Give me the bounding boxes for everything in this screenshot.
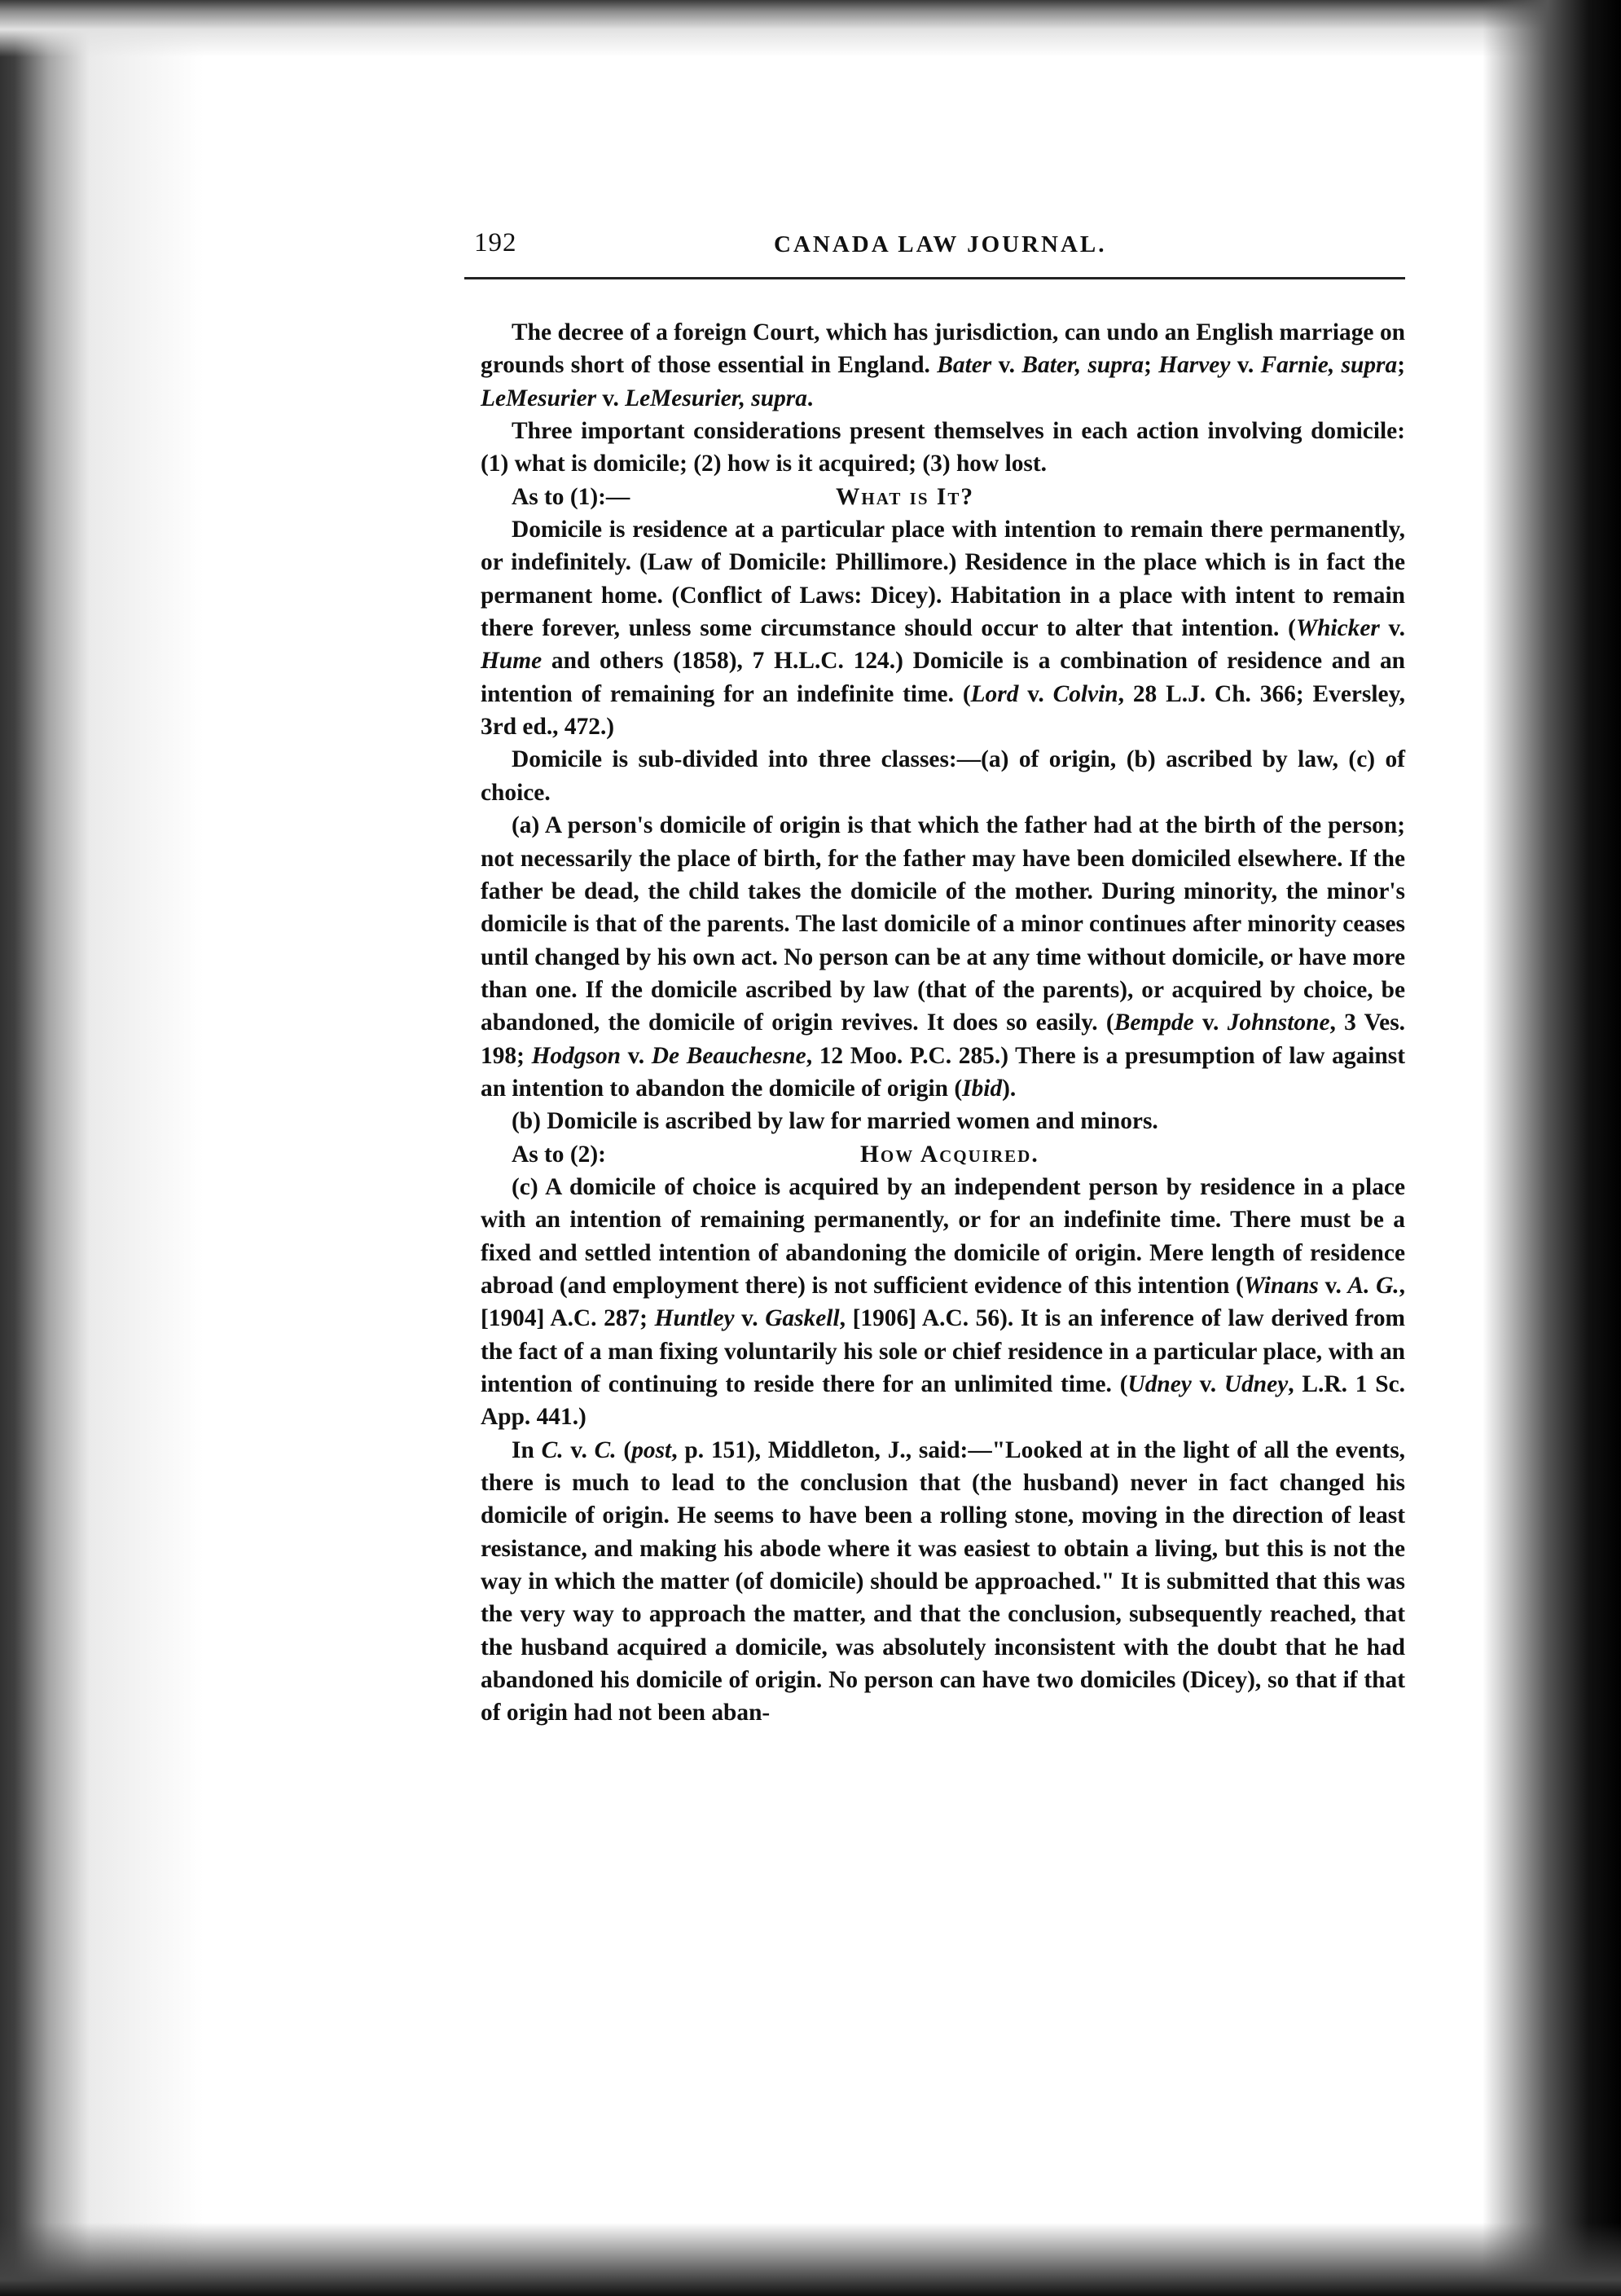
text-run: v. xyxy=(1018,680,1053,707)
text-run: v. xyxy=(1191,1371,1224,1397)
text-run: ; xyxy=(1397,352,1405,379)
text-run: ). xyxy=(1002,1075,1017,1102)
case-name: Hume xyxy=(481,648,543,675)
section-heading-how-acquired xyxy=(481,1138,1405,1171)
text-run: ; xyxy=(1144,352,1159,379)
text-run: ( xyxy=(616,1436,632,1463)
article-body xyxy=(481,316,1405,1730)
running-header xyxy=(464,220,1405,279)
text-run: The decree of a foreign Court, which has jurisdiction, can undo an English marriage on grounds short of those essential in England. xyxy=(481,319,1405,379)
journal-title: CANADA LAW JOURNAL. xyxy=(774,231,1107,257)
case-name: Huntley xyxy=(654,1305,735,1332)
text-run: , L.R. 1 Sc. App. 441.) xyxy=(481,1371,1405,1431)
text-run: , [1904] A.C. 287; xyxy=(481,1272,1406,1332)
text-run: , [1906] A.C. 56). It is an inference of law derived from the fact of a man fixing voluntarily his sole or chief residence in a particular place, with an intention of continuing to reside there for an unlimited time. ( xyxy=(481,1305,1405,1397)
text-run: v. xyxy=(596,385,626,411)
text-run: (b) Domicile is ascribed by law for married women and minors. xyxy=(512,1108,1158,1135)
case-name: Harvey xyxy=(1158,352,1231,379)
case-name: Johnstone xyxy=(1227,1009,1330,1036)
text-run: , 28 L.J. Ch. 366; Eversley, 3rd ed., 472.) xyxy=(481,680,1405,741)
text-run: . xyxy=(806,385,814,411)
text-run: Domicile is sub-divided into three classes:—(a) of origin, (b) ascribed by law, (c) of choice. xyxy=(481,746,1405,806)
scan-shadow-bottom xyxy=(0,2223,1621,2296)
text-run: v. xyxy=(1318,1272,1348,1299)
section-heading-what-is-it xyxy=(481,481,1405,513)
case-name: post xyxy=(631,1436,672,1463)
text-run: , 3 Ves. 198; xyxy=(481,1009,1405,1069)
paragraph xyxy=(481,415,1405,481)
case-name: Bempde xyxy=(1114,1009,1194,1036)
section-lead: As to (1):— xyxy=(512,483,630,510)
section-title: How Acquired. xyxy=(860,1141,1039,1168)
paragraph xyxy=(481,513,1405,743)
case-name: Winans xyxy=(1243,1272,1319,1299)
text-run: (a) A person's domicile of origin is that which the father had at the birth of the person; not necessarily the place of birth, for the father may have been domiciled elsewhere. If the father be dead, the child takes the domicile of the mother. During minority, the minor's domicile is that of the parents. The last domicile of a minor continues after minority ceases until changed by his own act. No person can be at any time without domicile, or have more than one. If the domicile ascribed by law (that of the parents), or acquired by choice, be abandoned, the domicile of origin revives. It does so easily. ( xyxy=(481,812,1405,1036)
text-run: In xyxy=(512,1436,542,1463)
paragraph xyxy=(481,1105,1405,1137)
page-number: 192 xyxy=(474,228,517,257)
text-run: v. xyxy=(563,1436,595,1463)
case-name: A. G. xyxy=(1347,1272,1399,1299)
scan-shadow-left xyxy=(0,0,269,2296)
paragraph xyxy=(481,1434,1405,1730)
case-name: Ibid xyxy=(962,1075,1003,1102)
case-name: De Beauchesne xyxy=(651,1042,806,1069)
case-name: C. xyxy=(594,1436,617,1463)
case-name: LeMesurier, supra xyxy=(625,385,807,411)
text-run: v. xyxy=(621,1042,652,1069)
case-name: C. xyxy=(541,1436,564,1463)
paragraph xyxy=(481,1171,1405,1434)
section-title: What is It? xyxy=(836,483,975,510)
case-name: Udney xyxy=(1127,1371,1192,1397)
text-run: v. xyxy=(1193,1009,1228,1036)
text-run: , 12 Moo. P.C. 285.) There is a presumption of law against an intention to abandon the domicile of origin ( xyxy=(481,1042,1405,1102)
section-lead: As to (2): xyxy=(512,1141,606,1168)
case-name: Bater, supra xyxy=(1021,352,1144,379)
case-name: Hodgson xyxy=(531,1042,621,1069)
case-name: Whicker xyxy=(1295,615,1380,642)
case-name: Udney xyxy=(1223,1371,1289,1397)
scan-shadow-right xyxy=(1483,0,1621,2296)
paragraph xyxy=(481,809,1405,1105)
case-name: Colvin xyxy=(1052,680,1118,707)
case-name: Gaskell xyxy=(765,1305,840,1332)
case-name: LeMesurier xyxy=(481,385,597,411)
scan-shadow-top xyxy=(0,0,1621,57)
text-run: (c) A domicile of choice is acquired by an independent person by residence in a place with an intention of remaining permanently, or for an indefinite time. There must be a fixed and settled intention of abandoning the domicile of origin. Mere length of residence abroad (and employment there) is not sufficient evidence of this intention ( xyxy=(481,1173,1405,1299)
text-run: , p. 151), Middleton, J., said:—"Looked at in the light of all the events, there is much to lead to the conclusion that (the husband) never in fact changed his domicile of origin. He seems to have been a rolling stone, moving in the direction of least resistance, and making his abode where it was easiest to obtain a living, but this is not the way in which the matter (of domicile) should be approached." It is submitted that this was the very way to approach the matter, and that the conclusion, subsequently reached, that the husband acquired a domicile, was absolutely inconsistent with the doubt that he had abandoned his domicile of origin. No person can have two domiciles (Dicey), so that if that of origin had not been aban- xyxy=(481,1436,1406,1726)
paragraph xyxy=(481,316,1405,415)
text-run: Three important considerations present themselves in each action involving domicile: (1) what is domicile; (2) how is it acquired; (3) how lost. xyxy=(481,418,1405,477)
text-run: v. xyxy=(991,352,1022,379)
text-run: v. xyxy=(1230,352,1261,379)
case-name: Lord xyxy=(970,680,1019,707)
text-run: v. xyxy=(734,1305,766,1332)
text-run: and others (1858), 7 H.L.C. 124.) Domicile is a combination of residence and an intention of remaining for an indefinite time. ( xyxy=(481,648,1405,707)
journal-page xyxy=(464,220,1405,2159)
text-run: Domicile is residence at a particular place with intention to remain there permanently, or indefinitely. (Law of Domicile: Phillimore.) Residence in the place which is in fact the permanent home. (Conflict of Laws: Dicey). Habitation in a place with intent to remain there forever, unless some circumstance should occur to alter that intention. ( xyxy=(481,517,1405,642)
case-name: Farnie, supra xyxy=(1260,352,1398,379)
paragraph xyxy=(481,743,1405,809)
text-run: v. xyxy=(1379,615,1405,642)
case-name: Bater xyxy=(937,352,992,379)
